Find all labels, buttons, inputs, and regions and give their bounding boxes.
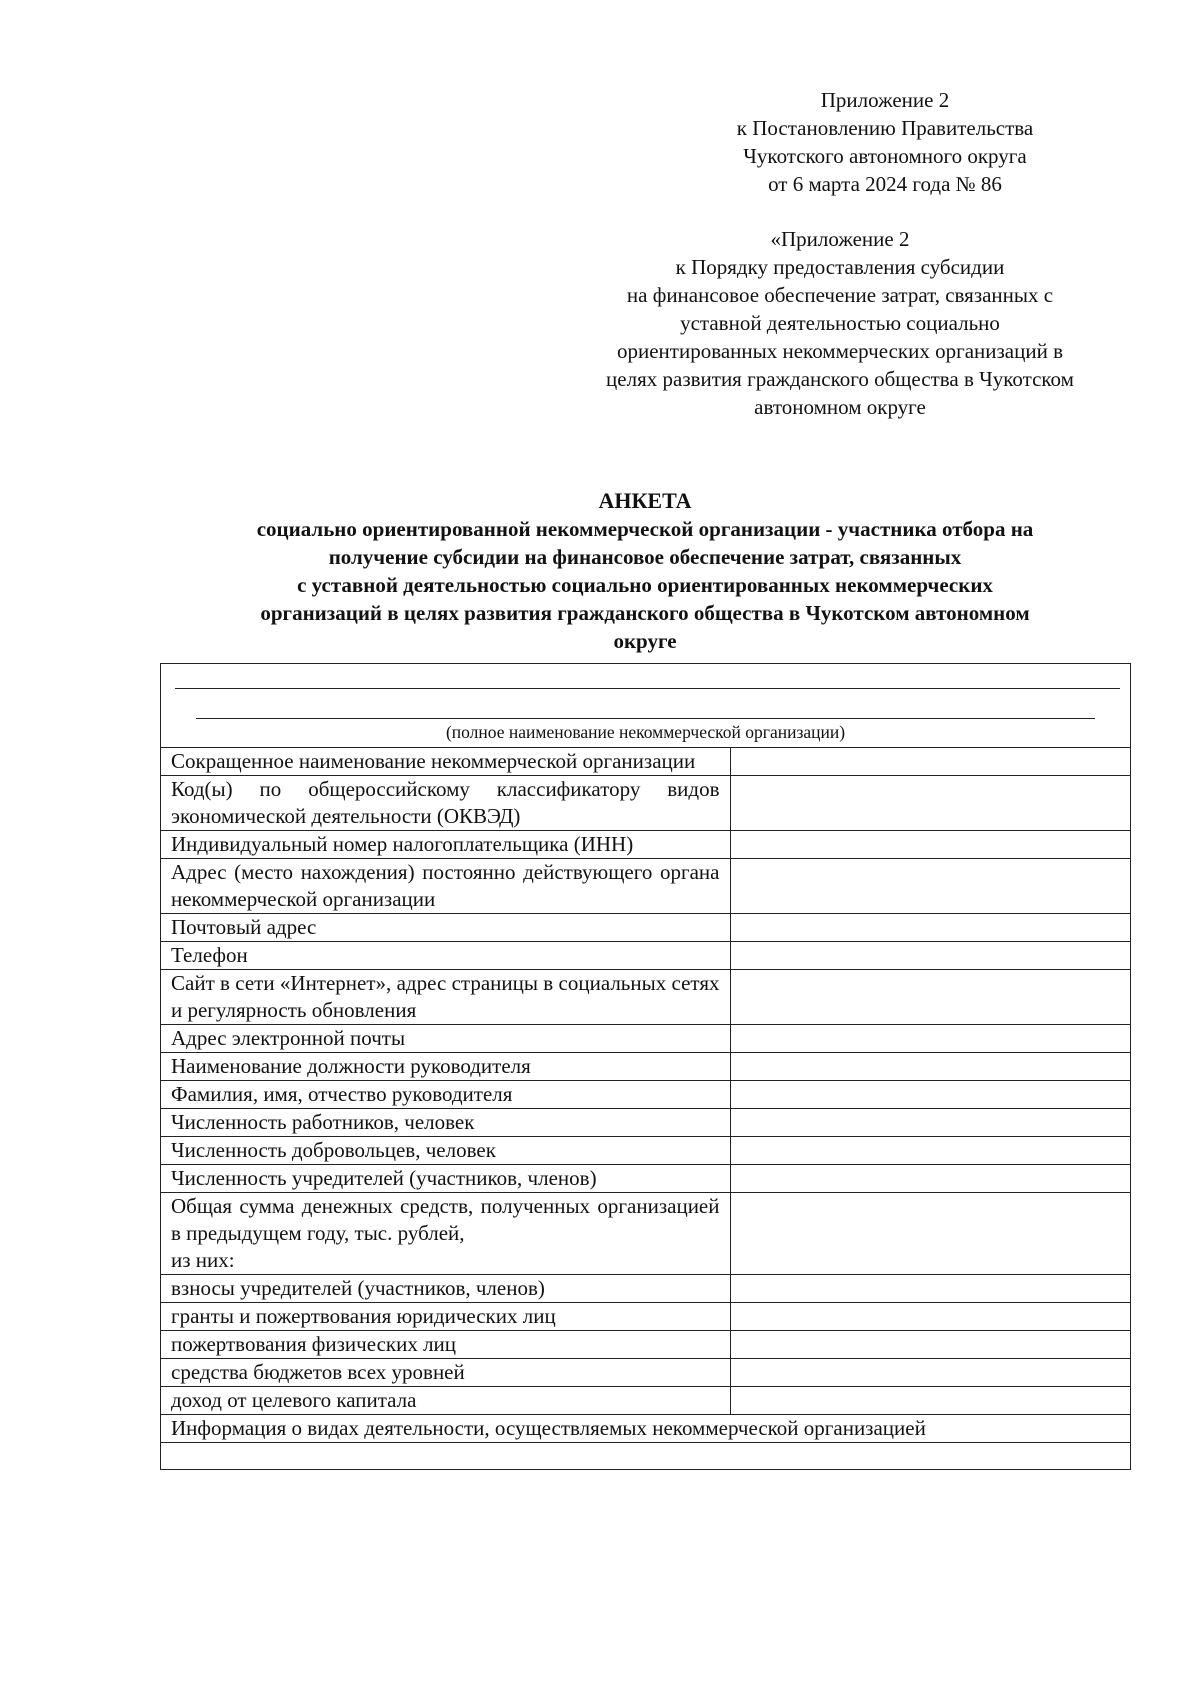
table-row [161,831,1131,859]
header-line: автономном округе [754,395,926,419]
activities-row [161,1443,1131,1470]
row-value-field[interactable] [730,776,1131,831]
header-line: Приложение 2 [820,88,950,112]
row-label: Численность работников, человек [161,1109,731,1137]
full-name-line [175,688,1120,689]
title-line: получение субсидии на финансовое обеспечение затрат, связанных [328,545,962,569]
row-value-field[interactable] [730,1359,1131,1387]
header-line: к Порядку предоставления субсидии [675,255,1005,279]
row-label: Фамилия, имя, отчество руководителя [161,1081,731,1109]
row-value-field[interactable] [730,1303,1131,1331]
row-label: взносы учредителей (участников, членов) [161,1275,731,1303]
row-label [161,1193,731,1275]
title-line: социально ориентированной некоммерческой организации - участника отбора на [256,517,1034,541]
row-label: Индивидуальный номер налогоплательщика (ИНН) [161,831,731,859]
header-line: на финансовое обеспечение затрат, связанных с [626,283,1054,307]
row-value-field[interactable] [730,831,1131,859]
row-value-field[interactable] [730,942,1131,970]
table-row [161,1165,1131,1193]
row-value-field[interactable] [730,1165,1131,1193]
header-line: от 6 марта 2024 года № 86 [768,172,1002,196]
row-label: Сайт в сети «Интернет», адрес страницы в социальных сетях и регулярность обновления [161,970,731,1025]
header-line: «Приложение 2 [770,227,910,251]
row-value-field[interactable] [730,1109,1131,1137]
row-label-text: из них: [171,1248,235,1272]
table-row [161,748,1131,776]
activities-label: Информация о видах деятельности, осуществляемых некоммерческой организацией [161,1415,1131,1443]
table-row [161,1359,1131,1387]
row-value-field[interactable] [730,914,1131,942]
table-row [161,1275,1131,1303]
row-value-field[interactable] [730,748,1131,776]
appendix-header [690,86,1080,198]
row-label: Численность учредителей (участников, членов) [161,1165,731,1193]
row-value-field[interactable] [730,859,1131,914]
row-value-field[interactable] [730,1025,1131,1053]
row-label: Численность добровольцев, человек [161,1137,731,1165]
full-name-line [196,718,1095,719]
row-label: Адрес (место нахождения) постоянно действующего органа некоммерческой организации [161,859,731,914]
title-line: с уставной деятельностью социально ориентированных некоммерческих [297,573,993,597]
row-value-field[interactable] [730,1053,1131,1081]
header-line: к Постановлению Правительства [736,116,1034,140]
row-label: гранты и пожертвования юридических лиц [161,1303,731,1331]
row-label-text: Общая сумма денежных средств, полученных организацией в предыдущем году, тыс. рублей, [171,1194,720,1245]
table-row [161,1053,1131,1081]
row-value-field[interactable] [730,1387,1131,1415]
document-title [160,487,1130,655]
row-label: Сокращенное наименование некоммерческой организации [161,748,731,776]
table-row [161,1331,1131,1359]
table-row [161,1303,1131,1331]
title-main: АНКЕТА [598,488,692,513]
row-label: Адрес электронной почты [161,1025,731,1053]
full-name-row [161,664,1131,748]
header-line: Чукотского автономного округа [743,144,1027,168]
row-value-field[interactable] [730,1193,1131,1275]
row-label: доход от целевого капитала [161,1387,731,1415]
activities-field[interactable] [161,1443,1131,1470]
title-line: округе [613,629,677,653]
table-row [161,914,1131,942]
full-name-caption: (полное наименование некоммерческой организации) [445,722,846,742]
row-label: Код(ы) по общероссийскому классификатору видов экономической деятельности (ОКВЭД) [161,776,731,831]
row-value-field[interactable] [730,1137,1131,1165]
row-label: пожертвования физических лиц [161,1331,731,1359]
row-label: средства бюджетов всех уровней [161,1359,731,1387]
row-label: Телефон [161,942,731,970]
table-row [161,1109,1131,1137]
table-row [161,1387,1131,1415]
table-row [161,942,1131,970]
title-line: организаций в целях развития гражданского общества в Чукотском автономном [260,601,1030,625]
row-label: Почтовый адрес [161,914,731,942]
full-name-field[interactable] [161,664,1131,748]
row-label: Наименование должности руководителя [161,1053,731,1081]
row-value-field[interactable] [730,1081,1131,1109]
header-line: уставной деятельностью социально [680,311,1000,335]
table-row [161,970,1131,1025]
questionnaire-table [160,663,1131,1470]
table-row [161,1137,1131,1165]
table-row [161,859,1131,914]
row-value-field[interactable] [730,1275,1131,1303]
table-row [161,1025,1131,1053]
table-row [161,1193,1131,1275]
row-value-field[interactable] [730,970,1131,1025]
table-row [161,776,1131,831]
header-line: целях развития гражданского общества в Чукотском [606,367,1074,391]
procedure-appendix-header [560,225,1120,421]
row-value-field[interactable] [730,1331,1131,1359]
table-row [161,1081,1131,1109]
activities-header-row [161,1415,1131,1443]
header-line: ориентированных некоммерческих организаций в [616,339,1063,363]
